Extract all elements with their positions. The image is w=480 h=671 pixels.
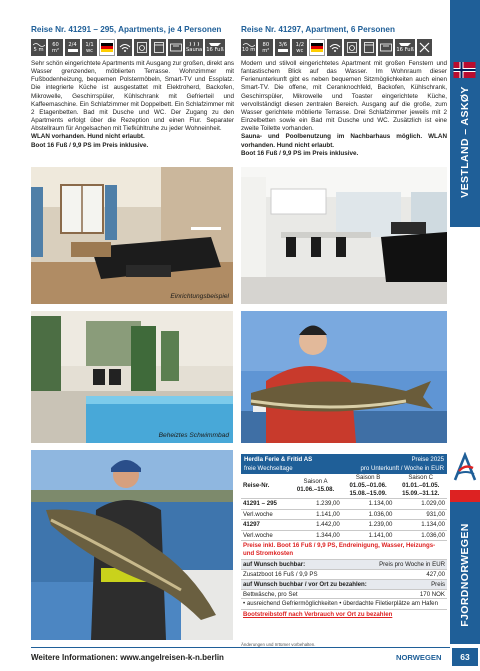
boat-icon: 16 Fuß [395,39,415,56]
fuel-note: Bootstreibstoff nach Verbrauch vor Ort zu bezahlen [243,611,393,619]
amenities-note: • ausreichend Gefriermöglichkeiten • überdachte Filetierplätze am Hafen [241,599,447,610]
area-icon: 60 m² [48,39,63,56]
country-sidebar [450,490,480,644]
washing-machine-icon [134,39,149,56]
listing-title: Reise Nr. 41297, Apartment, 6 Personen [241,25,395,34]
pool-photo [31,311,233,443]
dishwasher-icon [151,39,166,56]
bedroom-icon: 3/6 [275,39,290,56]
norway-flag-icon [452,62,477,78]
extra-boat-row: Zusatzboot 16 Fuß / 9,9 PS 427,00 [243,571,445,579]
bathroom-icon: 1/1 wc [82,39,97,56]
listing-description: Sehr schön eingerichtete Apartments mit Ausgang zur großen, direkt ans Wasser grenzenden, möblierten Terrasse. Wohnzimmer mit Fußbodenheizung, bequemen Polstermöbeln, Smart-TV und Essplatz. Die integrierte Küche ist ausgestattet mit Elektroherd, Backofen, Mikrowelle, Geschirrspüler, Kühlschrank mit Gefrierteil und Kaffeemaschine. Ein Schlafzimmer mit Doppelbett. Ein Schlafzimmer mit 2 Etagenbetten. Bad mit Dusche und WC. Der Zugang zu den Apartments erfolgt über die Rezeption und einen Flur. Separater Abstellraum für Angelsachen mit Tiefkühltruhe zu jeder Wohneinheit. WLAN vorhanden. Hund nicht erlaubt. Boot 16 Fuß / 9,9 PS im Preis inklusive. [31,60,234,149]
brand-logo-icon [452,452,478,482]
freezer-icon [168,39,183,56]
table-row: Verl.woche 1.141,00 1.036,00 931,00 [243,510,445,518]
bathroom-icon: 1/2 wc [292,39,307,56]
price-table [241,454,447,621]
disclaimer: Änderungen und Irrtümer vorbehalten. [241,642,316,647]
angler-halibut-photo [241,311,447,443]
footer-divider [31,647,450,648]
living-room-photo [31,167,233,304]
boat-icon: 16 Fuß [205,39,225,56]
region-label: VESTLAND – ASKØY [459,85,471,198]
country-label: FJORDNORWEGEN [459,523,472,627]
table-header-row: Reise-Nr. Saison A 01.06.–15.08. Saison B 01.05.–01.06. 15.08.–15.09. Saison C 01.01.–01.05. 15.09.–31.12. [241,474,447,499]
feature-icons [31,39,234,56]
table-row: 41297 1.442,00 1.239,00 1.134,00 [243,521,445,528]
listing-41297 [241,24,447,158]
linen-row: Bettwäsche, pro Set 170 NOK [243,590,445,598]
table-row: Verl.woche 1.344,00 1.141,00 1.036,00 [243,531,445,539]
listing-title: Reise Nr. 41291 – 295, Apartments, je 4 Personen [31,25,222,34]
onsite-band: auf Wunsch buchbar / vor Ort zu bezahlen: Preis [243,580,445,588]
more-info-link[interactable]: Weitere Informationen: www.angelreisen-k-n.berlin [31,653,224,662]
distance-to-water-icon: 5 m [31,39,46,56]
washing-machine-icon [344,39,359,56]
german-flag-icon [309,39,325,56]
country-footer: NORWEGEN [396,653,442,662]
wifi-icon [327,39,342,56]
optional-band: auf Wunsch buchbar: Preis pro Woche in EUR [243,561,445,569]
freezer-icon [378,39,393,56]
region-sidebar [450,0,480,227]
feature-icons [241,39,447,56]
angler-cod-photo [31,450,233,640]
photo-caption: Beheiztes Schwimmbad [158,432,229,439]
bedroom-icon: 2/4 [65,39,80,56]
inclusive-note: Preise inkl. Boot 16 Fuß / 9,9 PS, Endreinigung, Wasser, Heizungs- und Stromkosten [241,541,447,560]
season-prices [241,474,447,541]
area-icon: 80 m² [258,39,273,56]
photo-caption: Einrichtungsbeispiel [170,293,229,300]
price-table-header: Herdla Ferie & Fritid AS Preise 2025 freie Wechseltage pro Unterkunft / Woche in EUR [241,454,447,474]
wifi-icon [117,39,132,56]
german-flag-icon [99,39,115,56]
dishwasher-icon [361,39,376,56]
table-row: 41291 – 295 1.239,00 1.134,00 1.029,00 [243,500,445,507]
listing-description: Modern und stilvoll eingerichtetes Apartment mit großen Fenstern und fantastischem Blick auf das Wasser. Im Wohnraum dieser Ferienunterkunft gibt es neben bequemen Sitzmöglichkeiten auch einen Smart-TV. Die offene, mit Ceranknochfeld, Backofen, Kühlschrank, Geschirrspüler, Mikrowelle und Toaster eingerichtete Küche, vervollständigt diesen zentralen Bereich. Ausgang auf die große, zum Wasser gerichtete möblierte Terrasse. Drei Schlafzimmer jeweils mit 2 Einzelbetten sowie ein Bad mit Dusche und WC. Zusätzlich ist eine zweite Toilette vorhanden. Sauna- und Poolbenutzung im Nachbarhaus möglich. WLAN vorhanden. Hund nicht erlaubt. Boot 16 Fuß / 9,9 PS im Preis inklusive. [241,60,447,157]
tools-icon [417,39,432,56]
page-number: 63 [452,648,478,666]
sauna-icon: Sauna [185,39,203,56]
distance-to-water-icon: 10 m [241,39,256,56]
apartment-kitchen-photo [241,167,447,304]
listing-41291 [31,24,234,150]
